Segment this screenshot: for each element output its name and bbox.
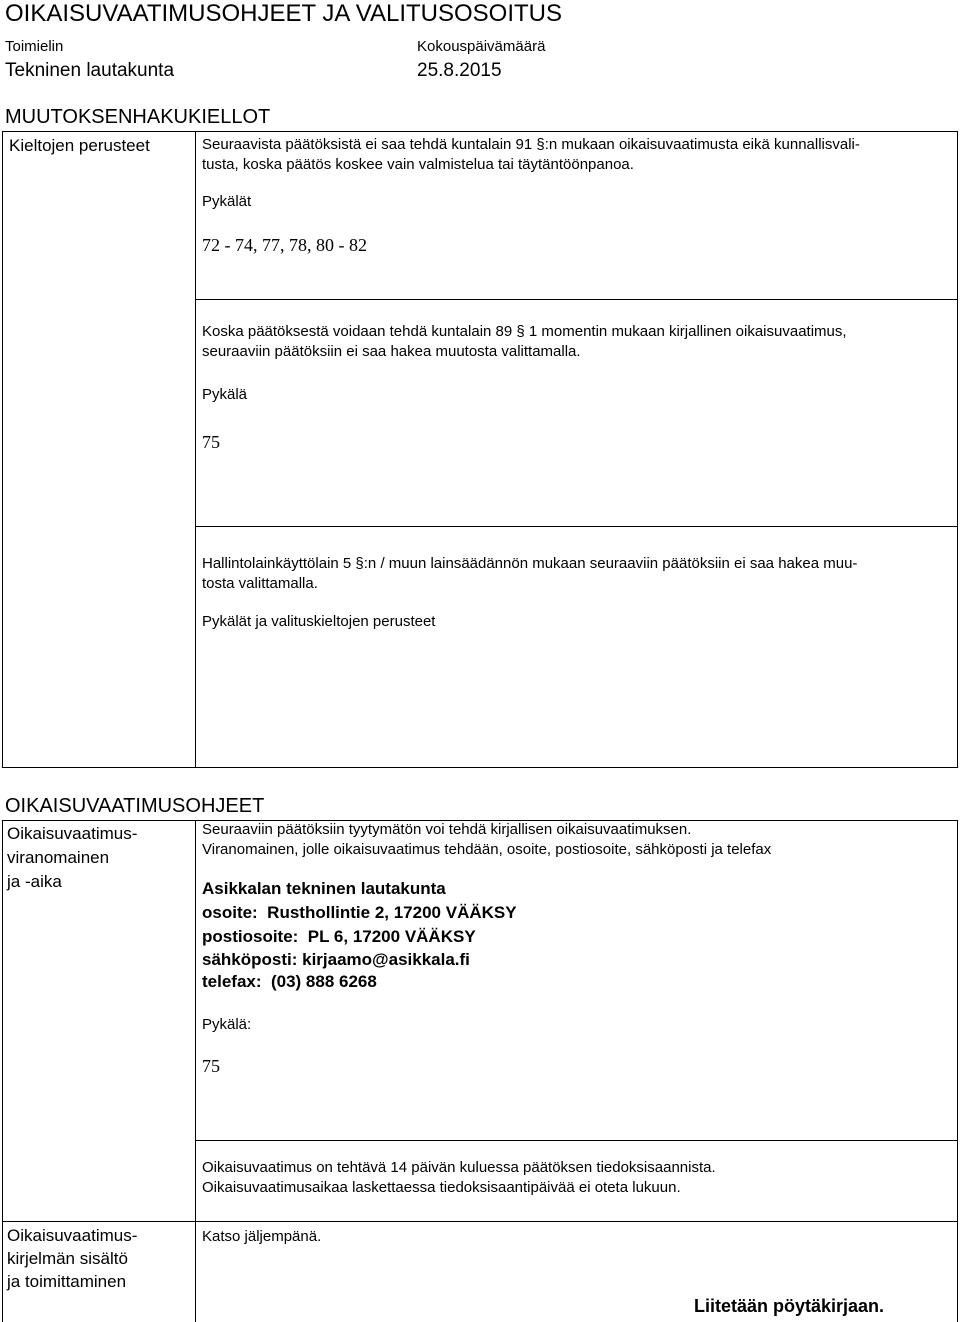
authority-postal: postiosoite: PL 6, 17200 VÄÄKSY bbox=[202, 927, 476, 946]
date-value: 25.8.2015 bbox=[417, 60, 502, 81]
appeal-ban-para2-line2: seuraaviin päätöksiin ei saa hakea muutosta valittamalla. bbox=[202, 343, 581, 360]
page-title: OIKAISUVAATIMUSOHJEET JA VALITUSOSOITUS bbox=[5, 0, 563, 27]
appeal-ban-para3-line2: tosta valittamalla. bbox=[202, 575, 318, 592]
rectification-row1-label-line1: Oikaisuvaatimus- bbox=[7, 824, 138, 843]
rectification-intro-line1: Seuraaviin päätöksiin tyytymätön voi tehdä kirjallisen oikaisuvaatimuksen. bbox=[202, 821, 692, 838]
appeal-ban-para1-line1: Seuraavista päätöksistä ei saa tehdä kuntalain 91 §:n mukaan oikaisuvaatimusta eikä kunnallisvali- bbox=[202, 136, 860, 153]
appeal-ban-separator-1 bbox=[195, 299, 958, 300]
appeal-ban-para1-line2: tusta, koska päätös koskee vain valmistelua tai täytäntöönpanoa. bbox=[202, 156, 634, 173]
rectification-divider bbox=[195, 820, 196, 1322]
appeal-ban-divider bbox=[195, 131, 196, 768]
sections1-value: 72 - 74, 77, 78, 80 - 82 bbox=[202, 235, 367, 255]
rectification-row-divider bbox=[2, 1221, 958, 1222]
sections1-label: Pykälät bbox=[202, 193, 252, 210]
rectification-sections-label: Pykälä: bbox=[202, 1016, 252, 1033]
authority-address: osoite: Rusthollintie 2, 17200 VÄÄKSY bbox=[202, 903, 517, 922]
deadline-line1: Oikaisuvaatimus on tehtävä 14 päivän kuluessa päätöksen tiedoksisaannista. bbox=[202, 1159, 716, 1176]
appeal-ban-para2-line1: Koska päätöksestä voidaan tehdä kuntalain 89 § 1 momentin mukaan kirjallinen oikaisuvaatimus, bbox=[202, 323, 847, 340]
deadline-line2: Oikaisuvaatimusaikaa laskettaessa tiedoksisaantipäivää ei oteta lukuun. bbox=[202, 1179, 681, 1196]
rectification-separator bbox=[195, 1140, 958, 1141]
rectification-intro-line2: Viranomainen, jolle oikaisuvaatimus tehdään, osoite, postiosoite, sähköposti ja telefax bbox=[202, 841, 772, 858]
authority-email: sähköposti: kirjaamo@asikkala.fi bbox=[202, 950, 470, 969]
authority-name: Asikkalan tekninen lautakunta bbox=[202, 879, 446, 898]
sections2-label: Pykälä bbox=[202, 386, 248, 403]
footer-note: Liitetään pöytäkirjaan. bbox=[694, 1296, 885, 1316]
organ-value: Tekninen lautakunta bbox=[5, 60, 175, 81]
rectification-row1-label-line3: ja -aika bbox=[7, 872, 62, 891]
rectification-row2-text: Katso jäljempänä. bbox=[202, 1228, 322, 1245]
appeal-ban-para3-line1: Hallintolainkäyttölain 5 §:n / muun lainsäädännön mukaan seuraaviin päätöksiin ei saa hakea muu- bbox=[202, 555, 858, 572]
appeal-ban-table bbox=[2, 131, 958, 768]
appeal-ban-heading: MUUTOKSENHAKUKIELLOT bbox=[5, 106, 271, 128]
sections2-value: 75 bbox=[202, 432, 220, 452]
date-label: Kokouspäivämäärä bbox=[417, 38, 546, 55]
rectification-row1-label-line2: viranomainen bbox=[7, 848, 110, 867]
rectification-row2-label-line1: Oikaisuvaatimus- bbox=[7, 1226, 138, 1245]
appeal-ban-separator-2 bbox=[195, 526, 958, 527]
rectification-heading: OIKAISUVAATIMUSOHJEET bbox=[5, 795, 265, 817]
organ-label: Toimielin bbox=[5, 38, 64, 55]
sections3-label: Pykälät ja valituskieltojen perusteet bbox=[202, 613, 436, 630]
rectification-table bbox=[2, 820, 958, 1322]
rectification-row2-label-line2: kirjelmän sisältö bbox=[7, 1249, 128, 1268]
appeal-ban-row-label: Kieltojen perusteet bbox=[9, 136, 150, 155]
rectification-sections-value: 75 bbox=[202, 1056, 220, 1076]
authority-fax: telefax: (03) 888 6268 bbox=[202, 972, 377, 991]
rectification-row2-label-line3: ja toimittaminen bbox=[7, 1272, 127, 1291]
